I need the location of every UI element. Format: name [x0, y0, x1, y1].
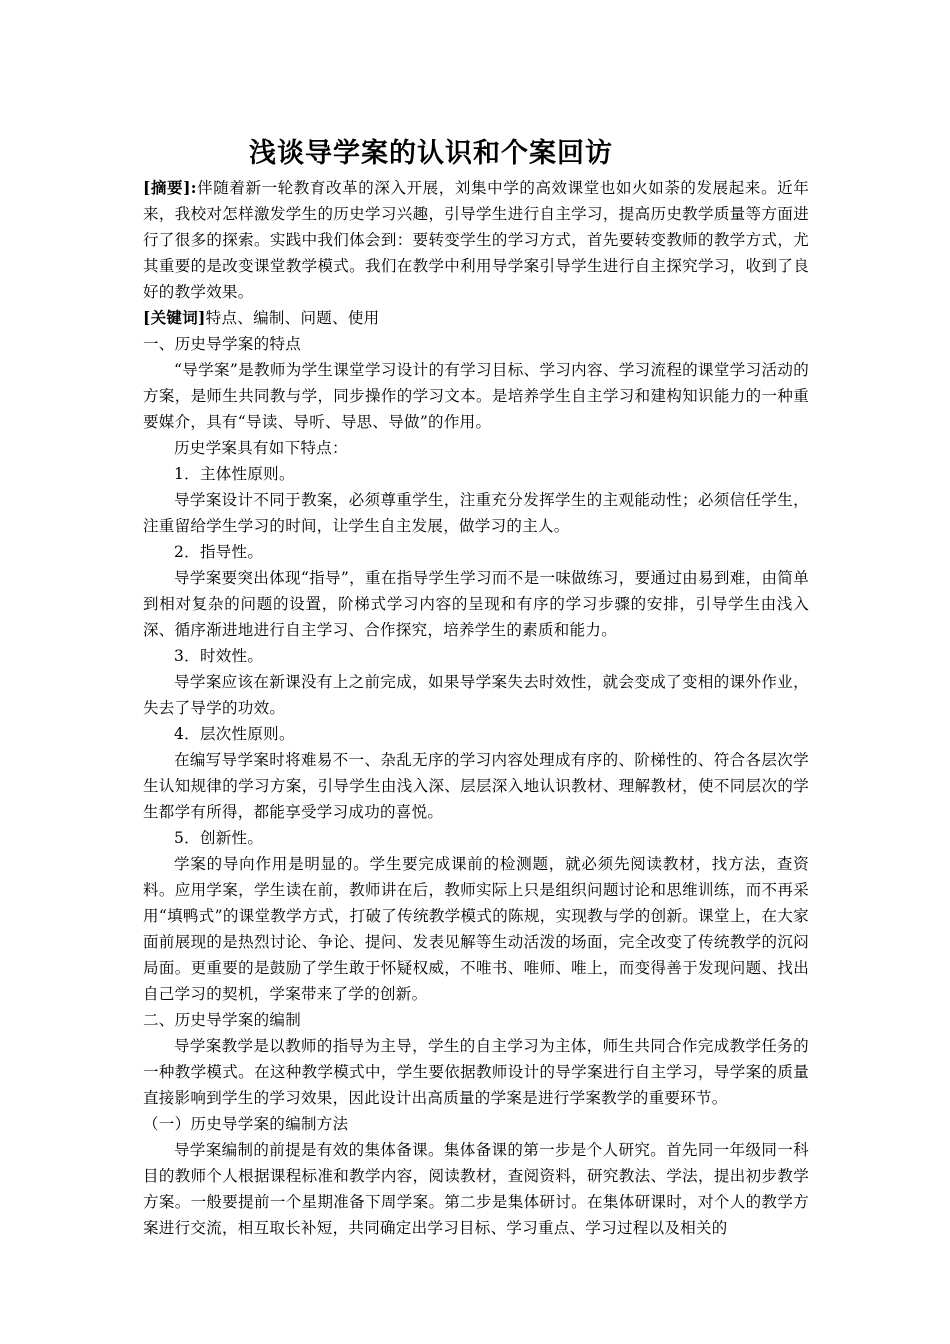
- keywords-text: 特点、编制、问题、使用: [205, 309, 380, 327]
- method-paragraph: 导学案编制的前提是有效的集体备课。集体备课的第一步是个人研究。首先同一年级同一科目的教师个人根据课程标准和教学内容，阅读教材，查阅资料，研究教法、学法，提出初步教学方案。一般要提前一个星期准备下周学案。第二步是集体研讨。在集体研课时，对个人的教学方案进行交流，相互取长补短，共同确定出学习目标、学习重点、学习过程以及相关的: [143, 1141, 809, 1237]
- point-text-4: 在编写导学案时将难易不一、杂乱无序的学习内容处理成有序的、阶梯性的、符合各层次学生认知规律的学习方案，引导学生由浅入深、层层深入地认识教材、理解教材，使不同层次的学生都学有所得，都能享受学习成功的喜悦。: [143, 751, 809, 821]
- section1-intro-paragraph: “导学案”是教师为学生课堂学习设计的有学习目标、学习内容、学习流程的课堂学习活动的方案，是师生共同教与学，同步操作的学习文本。是培养学生自主学习和建构知识能力的一种重要媒介，具有“导读、导听、导思、导做”的作用。: [143, 361, 809, 431]
- keywords-paragraph: [143, 305, 809, 331]
- point-label-3: 3．时效性。: [174, 647, 264, 665]
- abstract-label: [摘要]:: [143, 178, 197, 197]
- abstract-paragraph: [143, 175, 809, 305]
- section1-intro-line: 历史学案具有如下特点：: [174, 439, 348, 457]
- section2-intro-paragraph: 导学案教学是以教师的指导为主导，学生的自主学习为主体，师生共同合作完成教学任务的一种教学模式。在这种教学模式中，学生要依据教师设计的导学案进行自主学习，导学案的质量直接影响到学生的学习效果，因此设计出高质量的学案是进行学案教学的重要环节。: [143, 1037, 809, 1107]
- document-body: [143, 175, 809, 1241]
- point-text-3: 导学案应该在新课没有上之前完成，如果导学案失去时效性，就会变成了变相的课外作业，失去了导学的功效。: [143, 673, 809, 717]
- section-heading-1: 一、历史导学案的特点: [143, 335, 302, 353]
- point-text-1: 导学案设计不同于教案，必须尊重学生，注重充分发挥学生的主观能动性；必须信任学生，注重留给学生学习的时间，让学生自主发展，做学习的主人。: [143, 491, 809, 535]
- document-title: 浅谈导学案的认识和个案回访: [249, 138, 613, 169]
- point-label-4: 4．层次性原则。: [174, 725, 295, 743]
- point-text-5: 学案的导向作用是明显的。学生要完成课前的检测题，就必须先阅读教材，找方法，查资料。应用学案，学生读在前，教师讲在后，教师实际上只是组织问题讨论和思维训练，而不再采用“填鸭式”的课堂教学方式，打破了传统教学模式的陈规，实现教与学的创新。课堂上，在大家面前展现的是热烈讨论、争论、提问、发表见解等生动活泼的场面，完全改变了传统教学的沉闷局面。更重要的是鼓励了学生敢于怀疑权威，不唯书、唯师、唯上，而变得善于发现问题、找出自己学习的契机，学案带来了学的创新。: [143, 855, 809, 1003]
- abstract-text: 伴随着新一轮教育改革的深入开展，刘集中学的高效课堂也如火如荼的发展起来。近年来，我校对怎样激发学生的历史学习兴趣，引导学生进行自主学习，提高历史教学质量等方面进行了很多的探索。实践中我们体会到：要转变学生的学习方式，首先要转变教师的教学方式，尤其重要的是改变课堂教学模式。我们在教学中利用导学案引导学生进行自主探究学习，收到了良好的教学效果。: [143, 179, 810, 301]
- point-label-5: 5．创新性。: [174, 829, 264, 847]
- point-label-1: 1．主体性原则。: [174, 465, 295, 483]
- point-label-2: 2．指导性。: [174, 543, 264, 561]
- subsection-heading: （一）历史导学案的编制方法: [143, 1115, 349, 1133]
- keywords-label: [关键词]: [143, 308, 206, 327]
- section-heading-2: 二、历史导学案的编制: [143, 1011, 302, 1029]
- point-text-2: 导学案要突出体现“指导”，重在指导学生学习而不是一味做练习，要通过由易到难，由简单到相对复杂的问题的设置，阶梯式学习内容的呈现和有序的学习步骤的安排，引导学生由浅入深、循序渐进地进行自主学习、合作探究，培养学生的素质和能力。: [143, 569, 809, 639]
